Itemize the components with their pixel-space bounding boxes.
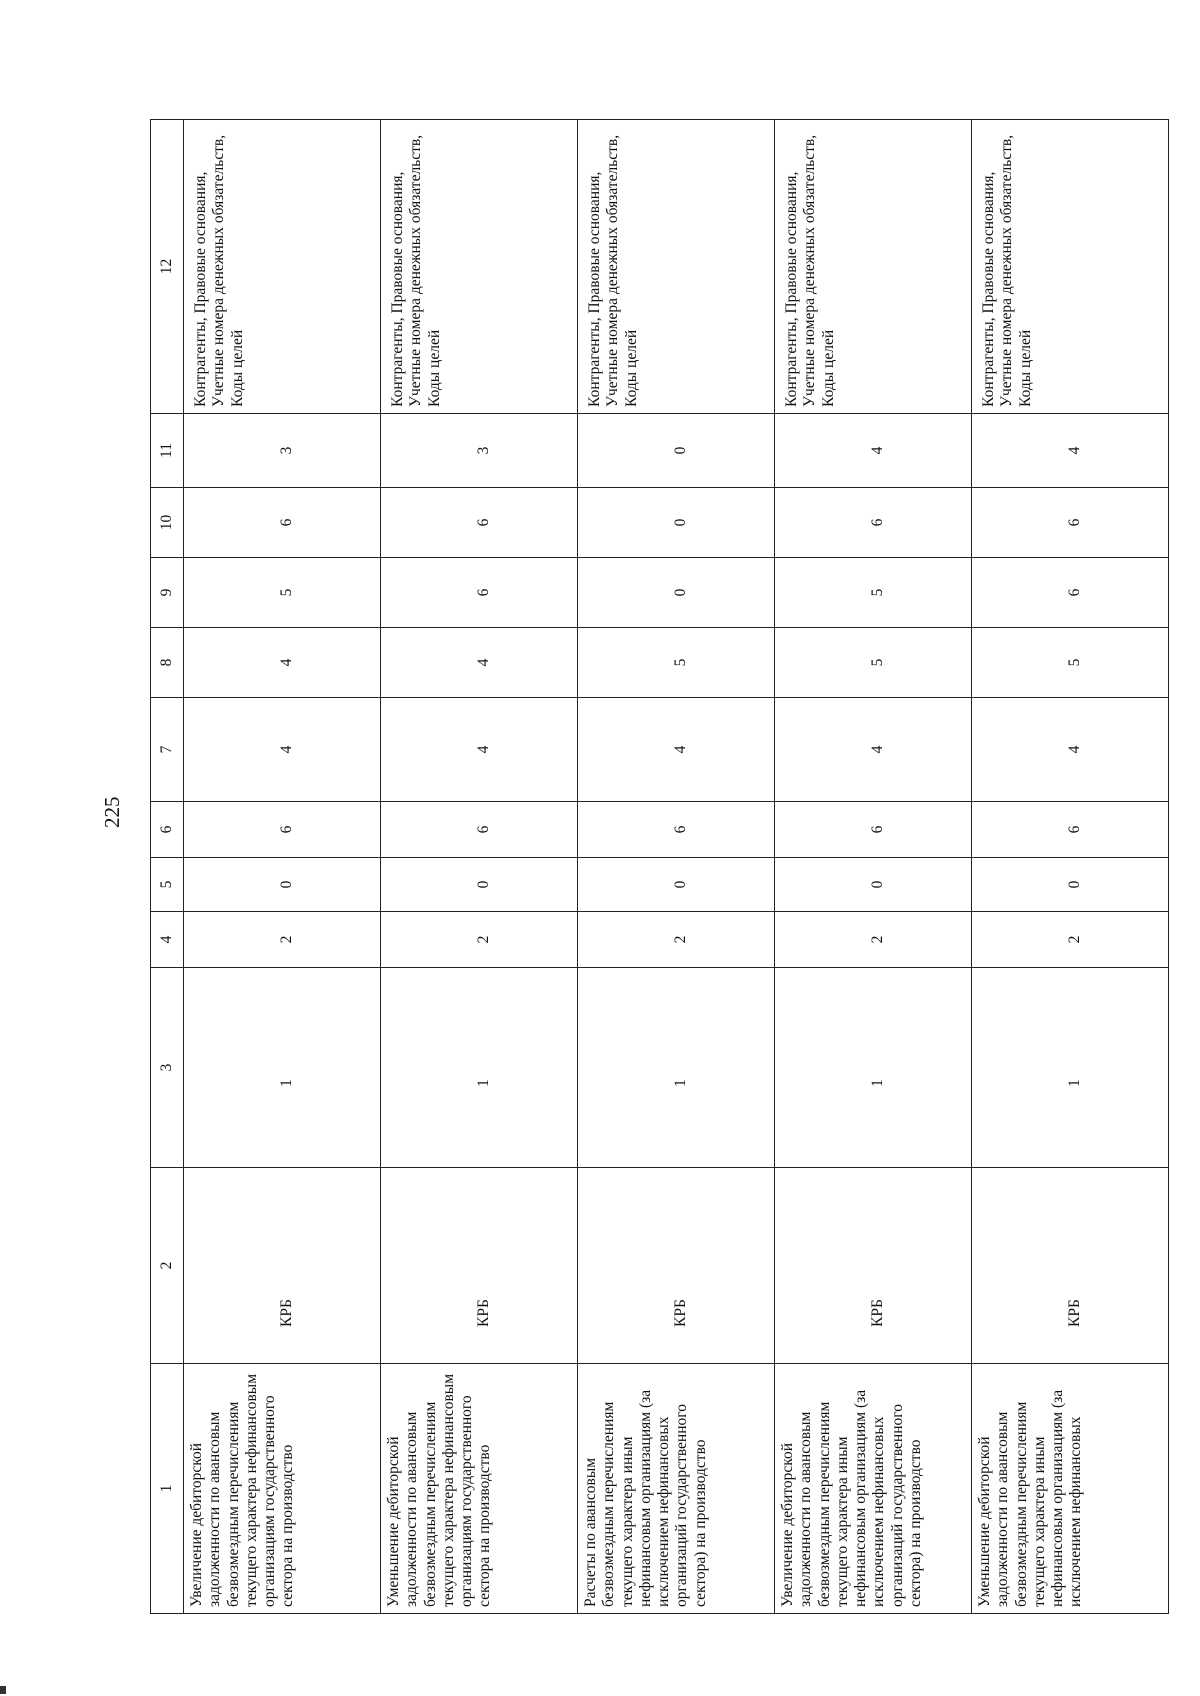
row-cell-10: 6: [775, 488, 972, 558]
row-cell-8: 4: [381, 628, 578, 698]
row-cell-7: 4: [184, 698, 381, 802]
header-cell: 2: [151, 1168, 184, 1364]
table-row: [184, 120, 381, 1614]
row-cell-3: 1: [972, 968, 1169, 1168]
row-cell-10: 6: [972, 488, 1169, 558]
accounting-table: [150, 119, 1169, 1614]
row-cell-4: 2: [578, 912, 775, 968]
row-code: КРБ: [972, 1168, 1169, 1364]
row-cell-3: 1: [775, 968, 972, 1168]
row-cell-5: 0: [578, 858, 775, 912]
header-cell: 1: [151, 1364, 184, 1614]
page-number: 225: [100, 796, 124, 828]
table-row: [972, 120, 1169, 1614]
row-cell-8: 4: [184, 628, 381, 698]
table-row: [775, 120, 972, 1614]
row-cell-9: 5: [775, 558, 972, 628]
row-cell-8: 5: [775, 628, 972, 698]
row-cell-6: 6: [578, 802, 775, 858]
row-description: Увеличение дебиторской задолженности по авансовым безвозмездным перечислениям текущего характера нефинансовым организациям государственного сектора на производство: [184, 1364, 381, 1614]
row-cell-3: 1: [381, 968, 578, 1168]
row-cell-11: 3: [184, 414, 381, 488]
header-cell: 8: [151, 628, 184, 698]
row-notes: Контрагенты, Правовые основания, Учетные номера денежных обязательств, Коды целей: [972, 120, 1169, 414]
row-cell-11: 0: [578, 414, 775, 488]
row-cell-11: 4: [775, 414, 972, 488]
header-cell: 7: [151, 698, 184, 802]
header-cell: 11: [151, 414, 184, 488]
header-cell: 9: [151, 558, 184, 628]
row-cell-4: 2: [775, 912, 972, 968]
rotated-table-container: [150, 120, 1096, 1614]
row-cell-4: 2: [972, 912, 1169, 968]
row-cell-8: 5: [972, 628, 1169, 698]
row-cell-7: 4: [972, 698, 1169, 802]
row-cell-5: 0: [381, 858, 578, 912]
row-cell-9: 0: [578, 558, 775, 628]
scan-margin-mark: [0, 1686, 6, 1694]
row-cell-11: 4: [972, 414, 1169, 488]
row-cell-3: 1: [184, 968, 381, 1168]
table-row: [578, 120, 775, 1614]
header-cell: 3: [151, 968, 184, 1168]
row-cell-7: 4: [578, 698, 775, 802]
row-cell-11: 3: [381, 414, 578, 488]
header-cell: 10: [151, 488, 184, 558]
row-cell-7: 4: [381, 698, 578, 802]
header-cell: 4: [151, 912, 184, 968]
row-description: Уменьшение дебиторской задолженности по авансовым безвозмездным перечислениям текущего характера иным нефинансовым организациям (за исключением нефинансовых: [972, 1364, 1169, 1614]
header-cell: 5: [151, 858, 184, 912]
row-description: Уменьшение дебиторской задолженности по авансовым безвозмездным перечислениям текущего характера нефинансовым организациям государственного сектора на производство: [381, 1364, 578, 1614]
row-cell-9: 5: [184, 558, 381, 628]
row-cell-5: 0: [184, 858, 381, 912]
row-code: КРБ: [381, 1168, 578, 1364]
row-cell-5: 0: [775, 858, 972, 912]
row-cell-9: 6: [972, 558, 1169, 628]
row-description: Расчеты по авансовым безвозмездным перечислениям текущего характера иным нефинансовым организациям (за исключением нефинансовых организаций государственного сектора) на производство: [578, 1364, 775, 1614]
row-cell-6: 6: [184, 802, 381, 858]
row-notes: Контрагенты, Правовые основания, Учетные номера денежных обязательств, Коды целей: [381, 120, 578, 414]
row-cell-9: 6: [381, 558, 578, 628]
row-cell-5: 0: [972, 858, 1169, 912]
row-cell-10: 0: [578, 488, 775, 558]
row-cell-6: 6: [972, 802, 1169, 858]
row-cell-10: 6: [184, 488, 381, 558]
table-row: [381, 120, 578, 1614]
header-cell: 12: [151, 120, 184, 414]
header-row: [151, 120, 184, 1614]
row-cell-3: 1: [578, 968, 775, 1168]
row-cell-6: 6: [775, 802, 972, 858]
row-cell-10: 6: [381, 488, 578, 558]
header-cell: 6: [151, 802, 184, 858]
row-cell-7: 4: [775, 698, 972, 802]
row-cell-4: 2: [184, 912, 381, 968]
row-code: КРБ: [578, 1168, 775, 1364]
row-code: КРБ: [184, 1168, 381, 1364]
row-notes: Контрагенты, Правовые основания, Учетные номера денежных обязательств, Коды целей: [775, 120, 972, 414]
row-code: КРБ: [775, 1168, 972, 1364]
row-cell-4: 2: [381, 912, 578, 968]
row-cell-6: 6: [381, 802, 578, 858]
row-notes: Контрагенты, Правовые основания, Учетные номера денежных обязательств, Коды целей: [578, 120, 775, 414]
row-description: Увеличение дебиторской задолженности по авансовым безвозмездным перечислениям текущего характера иным нефинансовым организациям (за исключением нефинансовых организаций государственного сектора) на производство: [775, 1364, 972, 1614]
row-notes: Контрагенты, Правовые основания, Учетные номера денежных обязательств, Коды целей: [184, 120, 381, 414]
row-cell-8: 5: [578, 628, 775, 698]
